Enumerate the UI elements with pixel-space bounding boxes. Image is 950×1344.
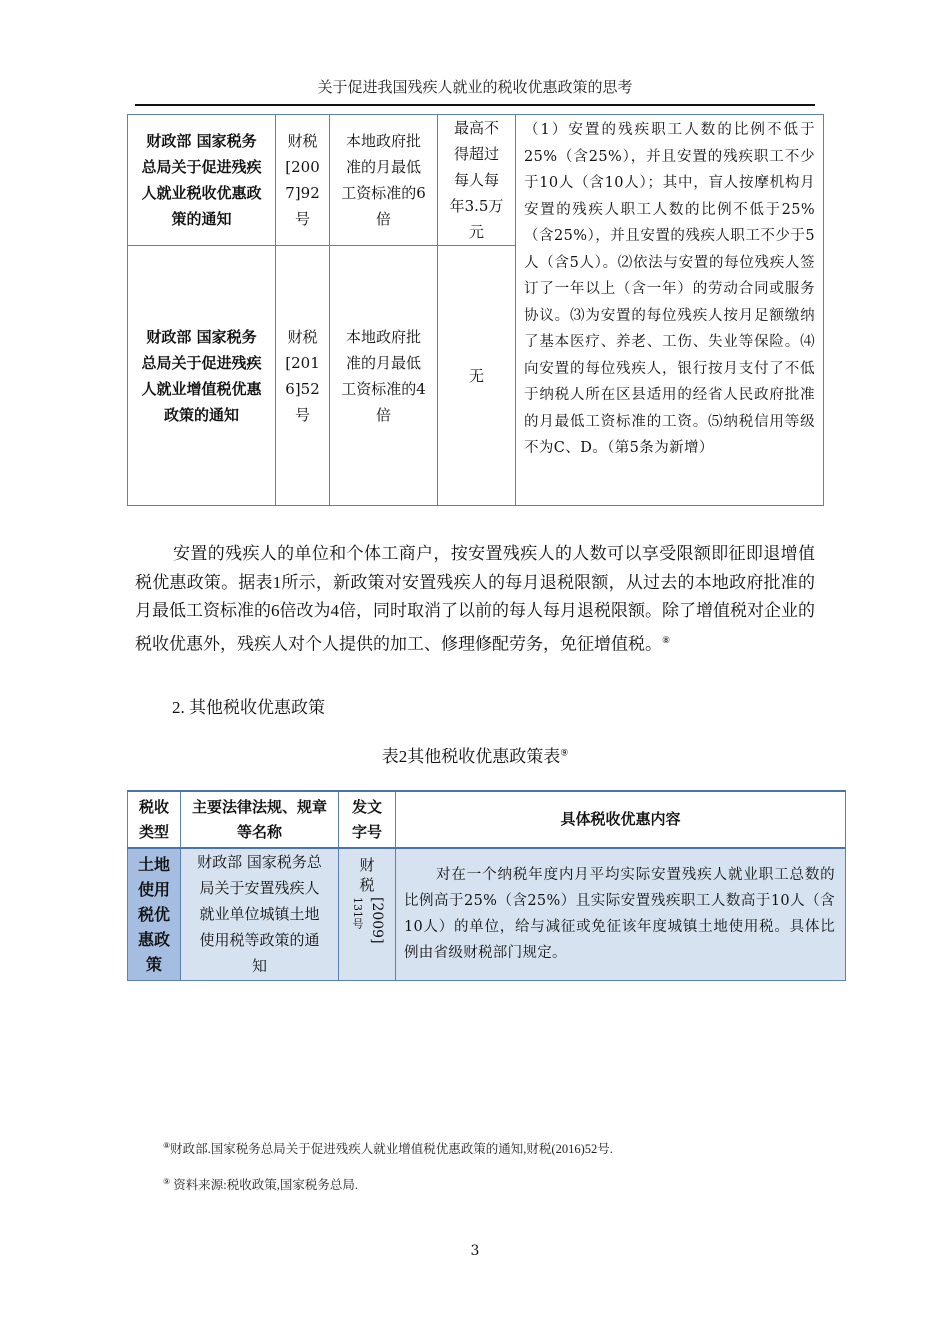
table-row (128, 115, 824, 246)
running-header: 关于促进我国残疾人就业的税收优惠政策的思考 (317, 78, 633, 96)
footnote-text: 财政部.国家税务总局关于促进残疾人就业增值税优惠政策的通知,财税(2016)52号. (170, 1142, 613, 1156)
footnote-text: 资料来源:税收政策,国家税务总局. (170, 1178, 359, 1192)
page-number: 3 (470, 1243, 480, 1259)
doc-number-cell (339, 848, 396, 980)
max-limit-cell: 最高不得超过每人每年3.5万元 (438, 115, 516, 246)
table-header-row (128, 791, 846, 848)
header-law-name: 主要法律法规、规章等名称 (181, 791, 339, 848)
footnote-ref-9: ⑨ (560, 747, 569, 758)
tax-type-cell: 土地使用税优惠政策 (128, 848, 181, 980)
table-row (128, 848, 846, 980)
header-doc-number: 发文字号 (339, 791, 396, 848)
footnote-9 (163, 1175, 358, 1193)
policy-name-cell: 财政部 国家税务总局关于促进残疾人就业税收优惠政策的通知 (128, 115, 276, 246)
caption-text: 表2其他税收优惠政策表 (381, 747, 561, 766)
doc-number-cell: 财税[2007]92号 (276, 115, 330, 246)
refund-basis-cell: 本地政府批准的月最低工资标准的6倍 (330, 115, 438, 246)
footnote-mark: ⑨ (163, 1176, 171, 1186)
doc-number-head: 财税 (359, 856, 375, 894)
footnote-mark: ⑧ (163, 1140, 171, 1150)
refund-basis-cell: 本地政府批准的月最低工资标准的4倍 (330, 246, 438, 506)
doc-number-year: [2009] (369, 897, 385, 944)
table-caption (0, 742, 950, 767)
paragraph-text: 安置的残疾人的单位和个体工商户，按安置残疾人的人数可以享受限额即征即退增值税优惠政策。据表1所示，新政策对安置残疾人的每月退税限额，从过去的本地政府批准的月最低工资标准的6倍改为4倍，同时取消了以前的每人每月退税限额。除了增值税对企业的税收优惠外，残疾人对个人提供的加工、修理修配劳务，免征增值税。 (135, 544, 815, 654)
header-tax-type: 税收类型 (128, 791, 181, 848)
doc-number-tail: 131号 (351, 897, 364, 929)
max-limit-cell: 无 (438, 246, 516, 506)
vat-policy-table (127, 114, 824, 506)
footnote-ref-8: ⑧ (662, 634, 671, 645)
header-content: 具体税收优惠内容 (396, 791, 846, 848)
doc-number-cell: 财税[2016]52号 (276, 246, 330, 506)
other-tax-policy-table (127, 790, 846, 981)
section-heading: 2. 其他税收优惠政策 (172, 698, 325, 717)
content-cell: 对在一个纳税年度内月平均实际安置残疾人就业职工总数的比例高于25%（含25%）且实际安置残疾职工人数高于10人（含10人）的单位，给与减征或免征该年度城镇土地使用税。具体比例由省级财税部门规定。 (396, 848, 846, 980)
law-name-cell: 财政部 国家税务总局关于安置残疾人就业单位城镇土地使用税等政策的通知 (181, 848, 339, 980)
header-rule (135, 104, 815, 106)
body-paragraph (135, 540, 815, 659)
footnote-8 (163, 1139, 613, 1157)
conditions-cell: （1）安置的残疾职工人数的比例不低于25%（含25%），并且安置的残疾职工不少于10人（含10人）；其中，盲人按摩机构月安置的残疾人职工人数的比例不低于25%（含25%），并且安置的残疾人职工不少于5人（含5人）。⑵依法与安置的每位残疾人签订了一年以上（含一年）的劳动合同或服务协议。⑶为安置的每位残疾人按月足额缴纳了基本医疗、养老、工伤、失业等保险。⑷向安置的每位残疾人，银行按月支付了不低于纳税人所在区县适用的经省人民政府批准的月最低工资标准的工资。⑸纳税信用等级不为C、D。（第5条为新增） (516, 115, 824, 506)
policy-name-cell: 财政部 国家税务总局关于促进残疾人就业增值税优惠政策的通知 (128, 246, 276, 506)
